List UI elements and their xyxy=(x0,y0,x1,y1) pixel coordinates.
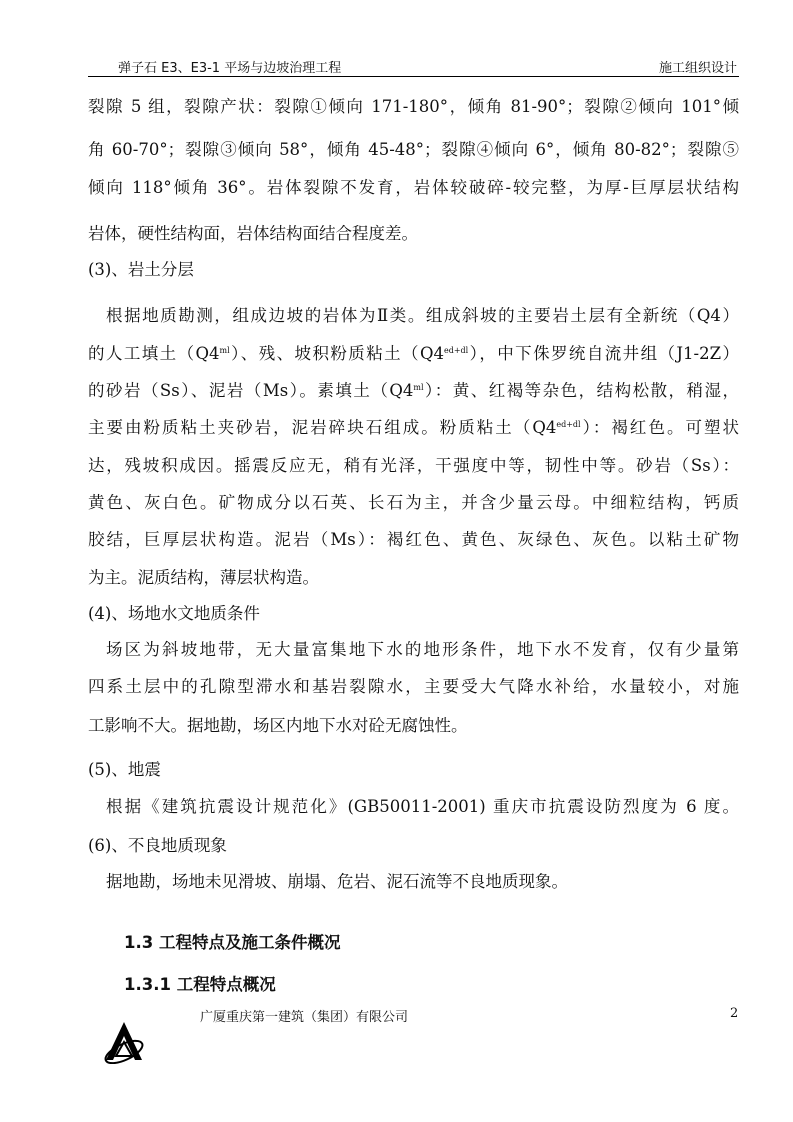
text-line: 胶结，巨厚层状构造。泥岩（Ms）：褐红色、黄色、灰绿色、灰色。以粘土矿物 xyxy=(88,530,739,549)
text-line: 主要由粉质粘土夹砂岩，泥岩碎块石组成。粉质粘土$(Q4^{ed+dl})$：褐红色。可塑状 xyxy=(88,418,740,437)
header-doc-type: 施工组织设计 xyxy=(658,61,737,76)
text-line: 黄色、灰白色。矿物成分以石英、长石为主，并含少量云母。中细粒结构，钙质 xyxy=(88,493,739,512)
text-line: 达，残坡积成因。摇震反应无，稍有光泽，干强度中等，韧性中等。砂岩（Ss）： xyxy=(88,456,739,475)
section-heading-3: (3)、岩土分层 xyxy=(88,260,194,279)
section-title-1-3: 1.3 工程特点及施工条件概况 xyxy=(124,933,341,952)
text-line: 倾向 118°倾角 36°。岩体裂隙不发育，岩体较破碎-较完整，为厚-巨厚层状结构 xyxy=(88,178,739,197)
text-line: 的人工填土$(Q4^{ml})$、残、坡积粉质粘土$(Q4^{ed+dl})$，中下侏罗统自流井组（J1-2Z） xyxy=(88,344,740,363)
section-heading-4: (4)、场地水文地质条件 xyxy=(88,604,260,623)
text-line: 的砂岩（Ss）、泥岩（Ms）。素填土$(Q4^{ml})$：黄、红褐等杂色，结构松散，稍湿， xyxy=(88,381,739,400)
page-number: 2 xyxy=(730,1006,739,1021)
text-line: 裂隙 5 组，裂隙产状：裂隙①倾向 171-180°，倾角 81-90°；裂隙②倾向 101°倾 xyxy=(88,97,739,116)
footer-company: 广厦重庆第一建筑（集团）有限公司 xyxy=(200,1010,409,1025)
text-line: 四系土层中的孔隙型滞水和基岩裂隙水，主要受大气降水补给，水量较小，对施 xyxy=(88,677,739,696)
text-line: 角 60-70°；裂隙③倾向 58°，倾角 45-48°；裂隙④倾向 6°，倾角 80-82°；裂隙⑤ xyxy=(88,140,739,159)
text-line: 工影响不大。据地勘，场区内地下水对砼无腐蚀性。 xyxy=(88,716,468,735)
section-title-1-3-1: 1.3.1 工程特点概况 xyxy=(124,975,276,994)
text-line: 根据《建筑抗震设计规范化》(GB50011-2001) 重庆市抗震设防烈度为 6 度。 xyxy=(106,797,739,816)
header-project-title: 弹子石 E3、E3-1 平场与边坡治理工程 xyxy=(118,61,342,76)
company-logo-icon xyxy=(102,1020,146,1064)
text-line: 岩体，硬性结构面，岩体结构面结合程度差。 xyxy=(88,224,418,243)
text-line: 根据地质勘测，组成边坡的岩体为Ⅱ类。组成斜坡的主要岩土层有全新统（Q4） xyxy=(106,306,739,325)
text-line: 为主。泥质结构，薄层状构造。 xyxy=(88,568,319,587)
text-line: 据地勘，场地未见滑坡、崩塌、危岩、泥石流等不良地质现象。 xyxy=(106,872,568,891)
section-heading-5: (5)、地震 xyxy=(88,760,161,779)
header-rule xyxy=(88,76,739,77)
section-heading-6: (6)、不良地质现象 xyxy=(88,836,227,855)
text-line: 场区为斜坡地带，无大量富集地下水的地形条件，地下水不发育，仅有少量第 xyxy=(106,640,739,659)
